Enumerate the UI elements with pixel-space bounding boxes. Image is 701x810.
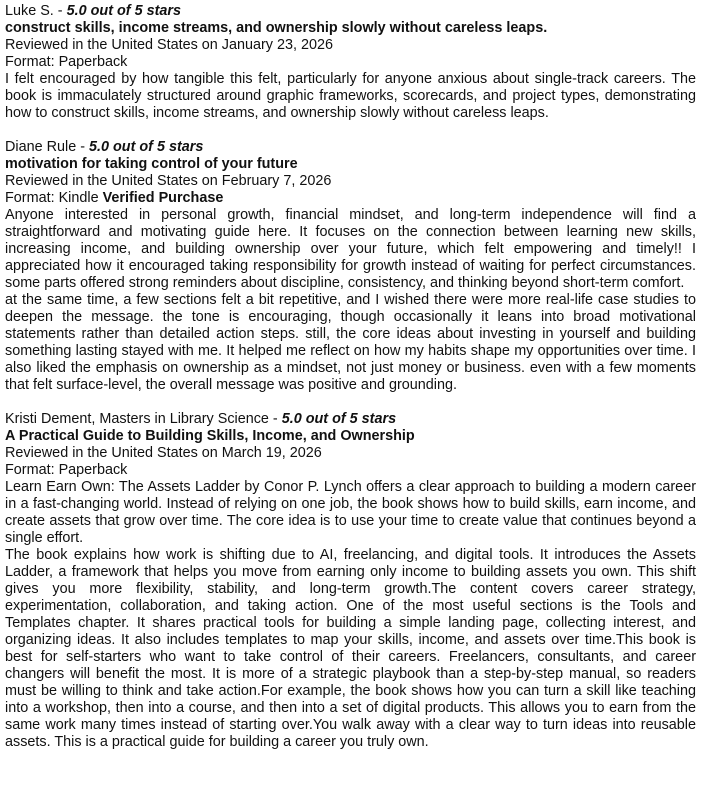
header-separator: - (53, 3, 67, 19)
verified-purchase-badge: Verified Purchase (102, 190, 224, 206)
star-rating: 5.0 out of 5 stars (66, 3, 181, 19)
format-label: Format: Paperback (5, 54, 128, 70)
star-rating: 5.0 out of 5 stars (89, 139, 204, 155)
review-3 (5, 411, 696, 751)
header-separator: - (76, 139, 89, 155)
review-body-paragraph: Learn Earn Own: The Assets Ladder by Conor P. Lynch offers a clear approach to building a modern career in a fast-changing world. Instead of relying on one job, the book shows how to build skills, earn income, and create assets that grow over time. The core idea is to use your time to create value that continues beyond a single effort. (5, 479, 696, 546)
reviewer-name: Kristi Dement, Masters in Library Science (5, 411, 269, 427)
review-header (5, 3, 696, 20)
review-body-paragraph: I felt encouraged by how tangible this felt, particularly for anyone anxious about single-track careers. The book is immaculately structured around graphic frameworks, scorecards, and project types, demonstrating how to construct skills, income streams, and ownership slowly without careless leaps. (5, 71, 696, 121)
review-body-paragraph: Anyone interested in personal growth, financial mindset, and long-term independence will find a straightforward and motivating guide here. It focuses on the connection between learning new skills, increasing income, and building ownership over your future, which felt empowering and timely!! I appreciated how it encouraged taking responsibility for growth instead of waiting for perfect circumstances. some parts offered strong reminders about discipline, consistency, and thinking beyond short-term comfort. (5, 207, 696, 291)
review-1 (5, 3, 696, 122)
format-label: Format: Paperback (5, 462, 128, 478)
review-date: Reviewed in the United States on February 7, 2026 (5, 173, 332, 189)
header-separator: - (268, 411, 282, 427)
review-body-paragraph: at the same time, a few sections felt a bit repetitive, and I wished there were more real-life case studies to deepen the message. the tone is encouraging, though occasionally it leans into broad motivational statements rather than detailed action steps. still, the core ideas about investing in yourself and building something lasting stayed with me. It helped me reflect on how my habits shape my opportunities over time. I also liked the emphasis on ownership as a mindset, not just money or business. even with a few moments that felt surface-level, the overall message was positive and grounding. (5, 292, 696, 393)
review-title: motivation for taking control of your future (5, 156, 298, 172)
review-format (5, 462, 696, 479)
review-title: A Practical Guide to Building Skills, Income, and Ownership (5, 428, 415, 444)
review-date: Reviewed in the United States on March 19, 2026 (5, 445, 322, 461)
review-header (5, 139, 696, 156)
reviewer-name: Luke S. (5, 3, 54, 19)
review-header (5, 411, 696, 428)
review-body-paragraph: The book explains how work is shifting due to AI, freelancing, and digital tools. It introduces the Assets Ladder, a framework that helps you move from earning only income to building assets you own. This shift gives you more flexibility, stability, and long-term growth.The content covers career strategy, experimentation, collaboration, and taking action. One of the most useful sections is the Tools and Templates chapter. It shares practical tools for building a simple landing page, collecting interest, and organizing ideas. It also includes templates to map your skills, income, and assets over time.This book is best for self-starters who want to take control of their careers. Freelancers, consultants, and career changers will benefit the most. It is more of a strategic playbook than a step-by-step manual, so readers must be willing to think and take action.For example, the book shows how you can turn a skill like teaching into a workshop, then into a course, and then into a set of digital products. This allows you to earn from the same work many times instead of starting over.You walk away with a clear way to turn ideas into reusable assets. This is a practical guide for building a career you truly own. (5, 547, 696, 750)
review-date: Reviewed in the United States on January 23, 2026 (5, 37, 333, 53)
review-format (5, 190, 696, 207)
format-label: Format: Kindle (5, 190, 99, 206)
review-title: construct skills, income streams, and ownership slowly without careless leaps. (5, 20, 548, 36)
review-format (5, 54, 696, 71)
review-2 (5, 139, 696, 394)
reviewer-name: Diane Rule (5, 139, 77, 155)
star-rating: 5.0 out of 5 stars (281, 411, 397, 427)
